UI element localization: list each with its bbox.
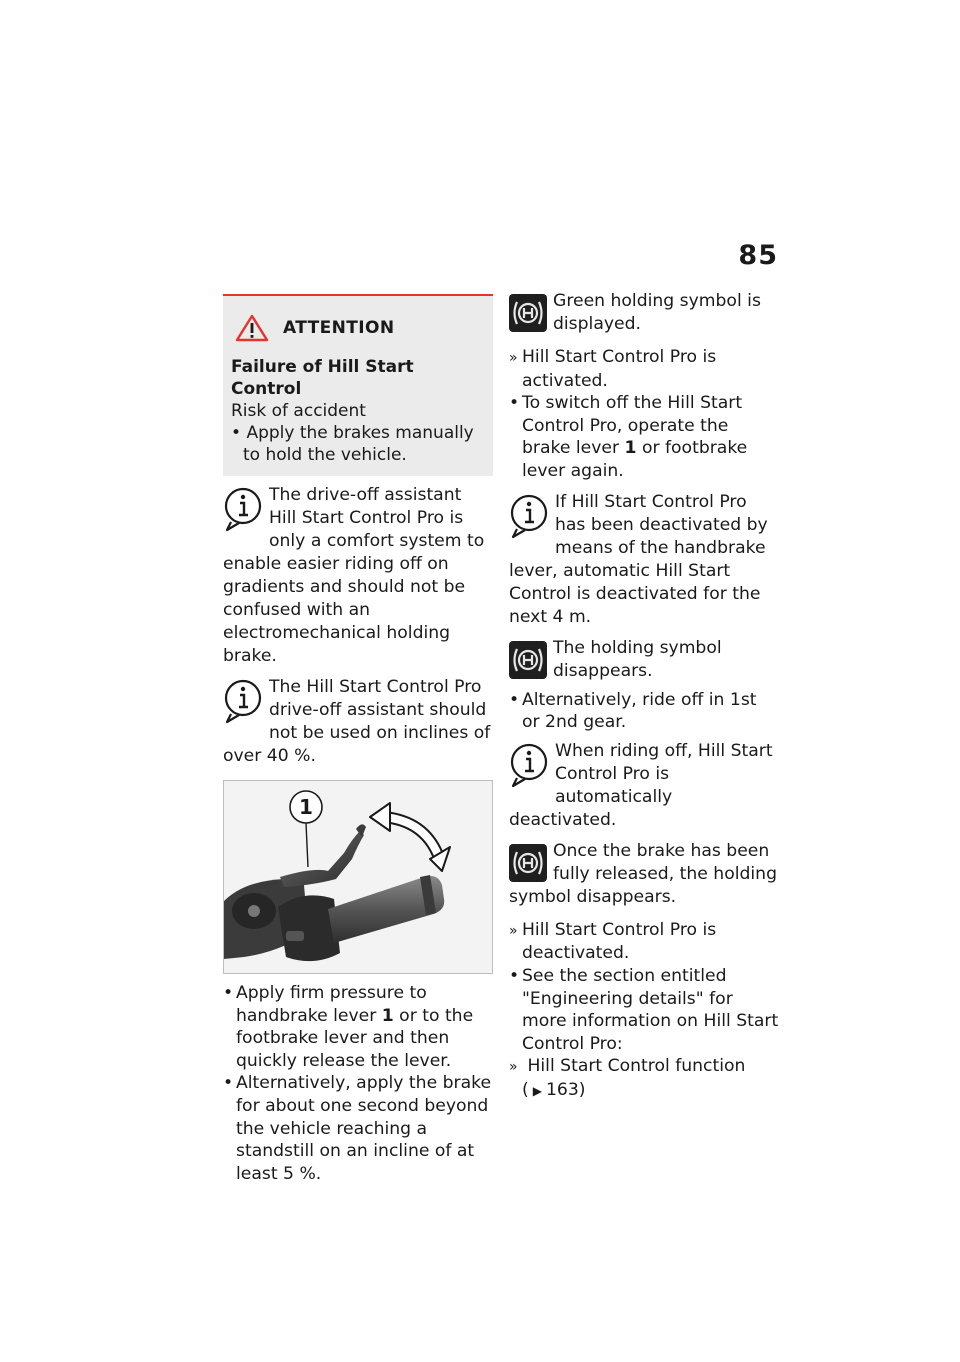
holding-symbol-displayed: Green holding symbol is displayed. <box>509 290 779 336</box>
page-reference-arrow-icon: ▶ <box>532 1083 542 1098</box>
warning-action: • Apply the brakes manually to hold the vehicle. <box>231 423 474 465</box>
warning-subject: Failure of Hill Start Control <box>231 357 414 399</box>
page-number: 85 <box>738 240 778 271</box>
step-apply-pressure: • Apply firm pressure to handbrake lever 1 or to the footbrake lever and then quickly release the lever. <box>223 982 493 1072</box>
left-column <box>223 294 493 1185</box>
holding-symbol-icon <box>509 844 547 882</box>
info-note-comfort <box>223 484 493 668</box>
figure-callout-label: 1 <box>299 795 313 819</box>
xref-page-number: 163 <box>545 1079 579 1100</box>
result-deactivated: » Hill Start Control Pro is deactivated. <box>509 919 779 965</box>
holding-symbol-released: Once the brake has been fully released, the holding symbol disappears. <box>509 840 777 907</box>
warning-consequence: Risk of accident <box>231 401 366 421</box>
info-icon <box>223 678 263 724</box>
step-switch-off: • To switch off the Hill Start Control Pro, operate the brake lever 1 or footbrake lever again. <box>509 392 779 482</box>
step-see-engineering-details: • See the section entitled "Engineering details" for more information on Hill Start Control Pro: <box>509 965 779 1055</box>
warning-box <box>223 294 493 476</box>
xref-hill-start-function[interactable]: » Hill Start Control function ( ▶ 163) <box>509 1055 779 1102</box>
holding-symbol-icon <box>509 641 547 679</box>
handbrake-lever-figure <box>223 780 493 974</box>
info-icon <box>509 493 549 539</box>
info-icon <box>509 742 549 788</box>
lever-reference: 1 <box>624 438 637 459</box>
info-note-riding-off: When riding off, Hill Start Control Pro is automatically deactivated. <box>509 740 773 830</box>
warning-header <box>231 314 485 342</box>
right-column <box>509 290 779 1103</box>
info-icon <box>223 486 263 532</box>
result-activated: » Hill Start Control Pro is activated. <box>509 346 779 392</box>
warning-title: ATTENTION <box>283 318 395 338</box>
warning-triangle-icon <box>235 314 269 342</box>
holding-symbol-icon <box>509 294 547 332</box>
handbrake-lever-illustration <box>224 781 492 973</box>
info-note-incline <box>223 676 493 768</box>
info-text-comfort: The drive-off assistant Hill Start Control Pro is only a comfort system to enable easier riding off on gradients and should not be confused with an electromechanical holding brake. <box>223 485 485 666</box>
step-ride-off-gear: • Alternatively, ride off in 1st or 2nd gear. <box>509 689 779 734</box>
step-alternative-brake: • Alternatively, apply the brake for about one second beyond the vehicle reaching a standstill on an incline of at least 5 %. <box>223 1072 493 1185</box>
holding-symbol-disappears: The holding symbol disappears. <box>509 637 779 683</box>
lever-reference: 1 <box>381 1005 394 1026</box>
info-text-incline: The Hill Start Control Pro drive-off assistant should not be used on inclines of over 40 %. <box>223 677 491 766</box>
info-note-deactivated: If Hill Start Control Pro has been deactivated by means of the handbrake lever, automatic Hill Start Control is deactivated for the next 4 m. <box>509 491 768 627</box>
